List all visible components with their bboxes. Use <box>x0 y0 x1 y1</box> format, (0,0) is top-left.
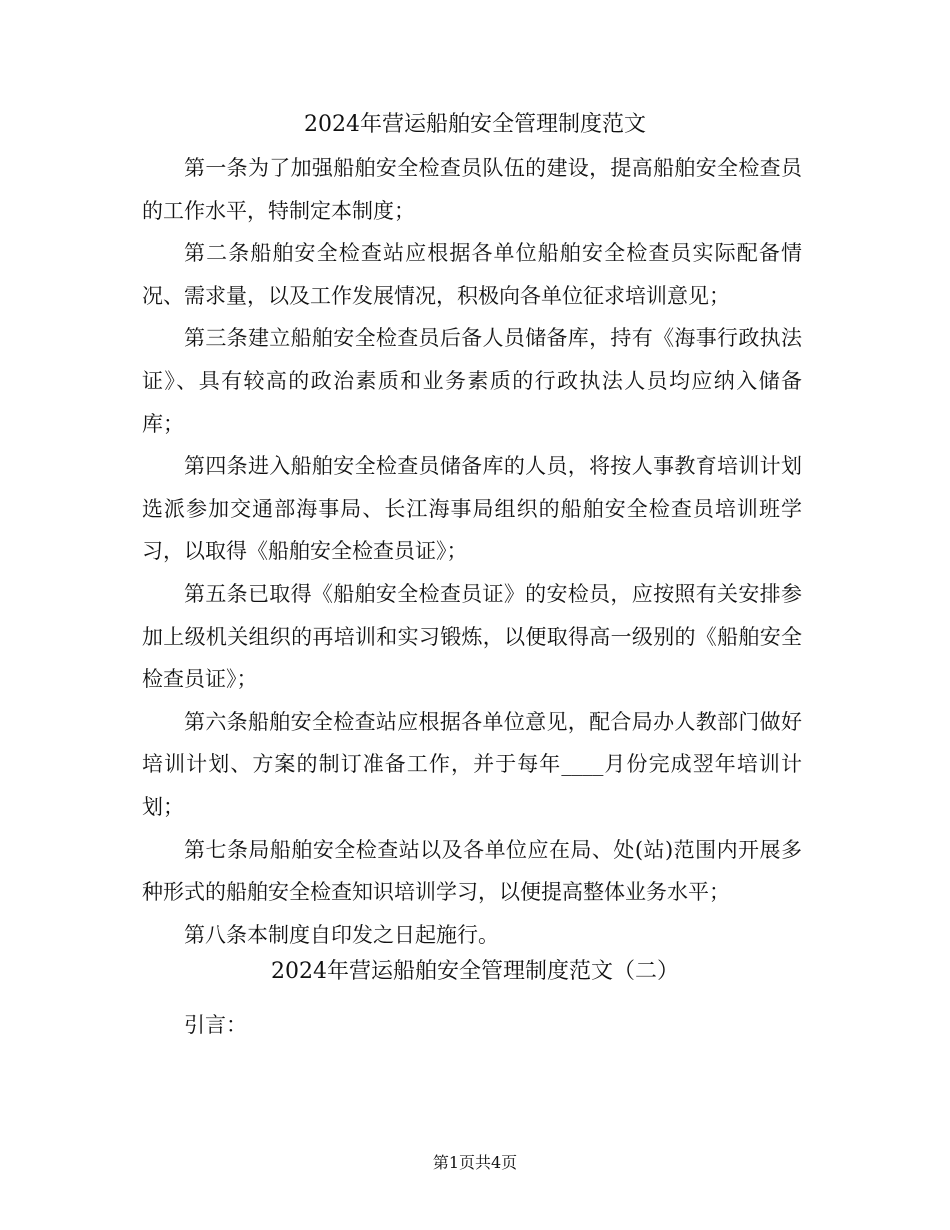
second-document-title: 2024年营运船舶安全管理制度范文（二） <box>271 959 679 984</box>
article-list <box>142 147 802 956</box>
article-6: 第六条船舶安全检查站应根据各单位意见，配合局办人教部门做好培训计划、方案的制订准备工作，并于每年____月份完成翌年培训计划； <box>142 709 802 819</box>
article-8: 第八条本制度自印发之日起施行。 <box>184 922 499 947</box>
article-2: 第二条船舶安全检查站应根据各单位船舶安全检查员实际配备情况、需求量，以及工作发展情况，积极向各单位征求培训意见； <box>142 241 802 308</box>
intro-heading: 引言： <box>184 1013 247 1037</box>
article-7: 第七条局船舶安全检查站以及各单位应在局、处(站)范围内开展多种形式的船舶安全检查知识培训学习，以便提高整体业务水平； <box>142 837 802 905</box>
article-1: 第一条为了加强船舶安全检查员队伍的建设，提高船舶安全检查员的工作水平，特制定本制度； <box>142 156 802 223</box>
article-3: 第三条建立船舶安全检查员后备人员储备库，持有《海事行政执法证》、具有较高的政治素质和业务素质的行政执法人员均应纳入储备库； <box>142 326 802 436</box>
document-title: 2024年营运船舶安全管理制度范文 <box>304 112 646 137</box>
article-4: 第四条进入船舶安全检查员储备库的人员，将按人事教育培训计划选派参加交通部海事局、长江海事局组织的船舶安全检查员培训班学习，以取得《船舶安全检查员证》； <box>142 454 802 564</box>
article-5: 第五条已取得《船舶安全检查员证》的安检员，应按照有关安排参加上级机关组织的再培训和实习锻炼，以便取得高一级别的《船舶安全检查员证》； <box>142 581 802 692</box>
page-number-footer: 第1页共4页 <box>432 1153 518 1172</box>
